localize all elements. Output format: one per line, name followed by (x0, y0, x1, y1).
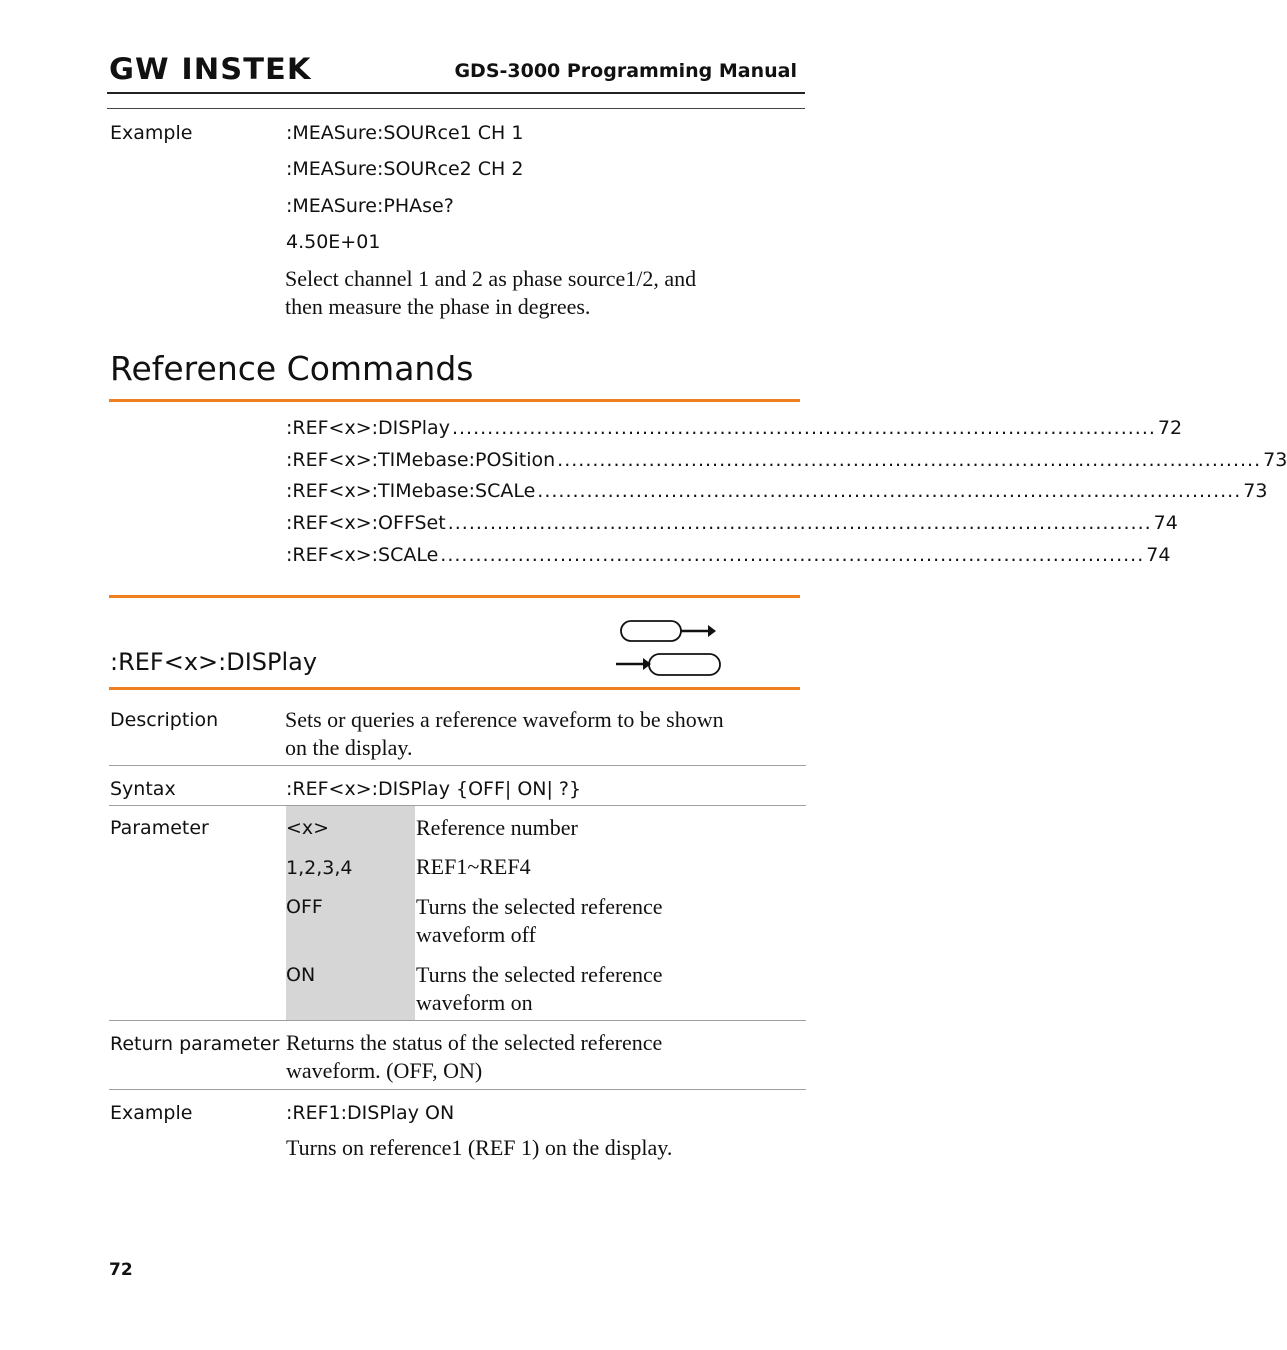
description-text: Sets or queries a reference waveform to be shown (285, 707, 724, 732)
example-desc: Turns on reference1 (REF 1) on the display. (286, 1135, 673, 1160)
row-divider (109, 765, 806, 766)
prev-example-desc: Select channel 1 and 2 as phase source1/2, and (285, 266, 697, 291)
toc-entry[interactable] (286, 417, 1183, 439)
toc-leader: .................................................................................................... (557, 449, 1262, 471)
prev-example-line: :MEASure:SOURce1 CH 1 (286, 122, 524, 144)
syntax-label: Syntax (110, 778, 176, 800)
description-label: Description (110, 709, 219, 731)
parameter-desc: REF1~REF4 (416, 854, 531, 879)
toc-entry-text: :REF<x>:SCALe (286, 544, 439, 566)
toc-leader: .................................................................................................... (537, 480, 1242, 502)
toc-entry-text: :REF<x>:TIMebase:SCALe (286, 480, 536, 502)
parameter-name: OFF (286, 896, 323, 918)
parameter-label: Parameter (110, 817, 209, 839)
parameter-desc: Turns the selected reference (416, 894, 663, 919)
document-title: GDS-3000 Programming Manual (454, 60, 797, 82)
row-divider (109, 805, 806, 806)
section-title: Reference Commands (110, 349, 474, 388)
toc-entry[interactable] (286, 512, 1178, 534)
row-divider (109, 1020, 806, 1021)
prev-example-line: 4.50E+01 (286, 231, 381, 253)
parameter-name: <x> (286, 817, 330, 839)
toc-entry[interactable] (286, 449, 1287, 471)
toc-page: 72 (1157, 417, 1183, 439)
parameter-name: ON (286, 964, 316, 986)
prev-example-label: Example (110, 122, 193, 144)
return-label: Return parameter (110, 1033, 280, 1055)
command-title-rule (109, 687, 800, 690)
example-label: Example (110, 1102, 193, 1124)
header-rule-thick (107, 92, 805, 94)
toc-leader: .................................................................................................... (451, 417, 1156, 439)
brand-logo: GW INSTEK (109, 52, 312, 86)
toc-page: 74 (1153, 512, 1178, 534)
parameter-desc: waveform on (416, 990, 533, 1015)
command-title: :REF<x>:DISPlay (110, 648, 318, 676)
toc-leader: .................................................................................................... (440, 544, 1145, 566)
return-text: waveform. (OFF, ON) (286, 1058, 483, 1083)
prev-example-desc: then measure the phase in degrees. (285, 294, 591, 319)
example-command: :REF1:DISPlay ON (286, 1102, 455, 1124)
toc-entry[interactable] (286, 544, 1171, 566)
toc-entry-text: :REF<x>:DISPlay (286, 417, 450, 439)
prev-example-line: :MEASure:SOURce2 CH 2 (286, 158, 524, 180)
command-top-rule (109, 595, 800, 598)
row-divider (109, 1089, 806, 1090)
header-rule-thin (107, 108, 805, 109)
toc-page: 74 (1146, 544, 1171, 566)
section-rule (109, 399, 800, 402)
parameter-desc: Turns the selected reference (416, 962, 663, 987)
parameter-desc: waveform off (416, 922, 536, 947)
syntax-value: :REF<x>:DISPlay {OFF| ON| ?} (286, 778, 582, 800)
toc-entry-text: :REF<x>:TIMebase:POSition (286, 449, 556, 471)
toc-entry-text: :REF<x>:OFFSet (286, 512, 446, 534)
toc-page: 73 (1263, 449, 1287, 471)
toc-entry[interactable] (286, 480, 1268, 502)
query-command-icon (616, 654, 720, 675)
parameter-desc: Reference number (416, 815, 578, 840)
set-command-icon (621, 621, 716, 641)
prev-example-line: :MEASure:PHAse? (286, 195, 454, 217)
set-query-icons (615, 618, 725, 680)
description-text: on the display. (285, 735, 413, 760)
page-number: 72 (109, 1260, 133, 1280)
parameter-name: 1,2,3,4 (286, 857, 353, 879)
return-text: Returns the status of the selected reference (286, 1030, 663, 1055)
toc-leader: .................................................................................................... (447, 512, 1152, 534)
toc-page: 73 (1243, 480, 1268, 502)
